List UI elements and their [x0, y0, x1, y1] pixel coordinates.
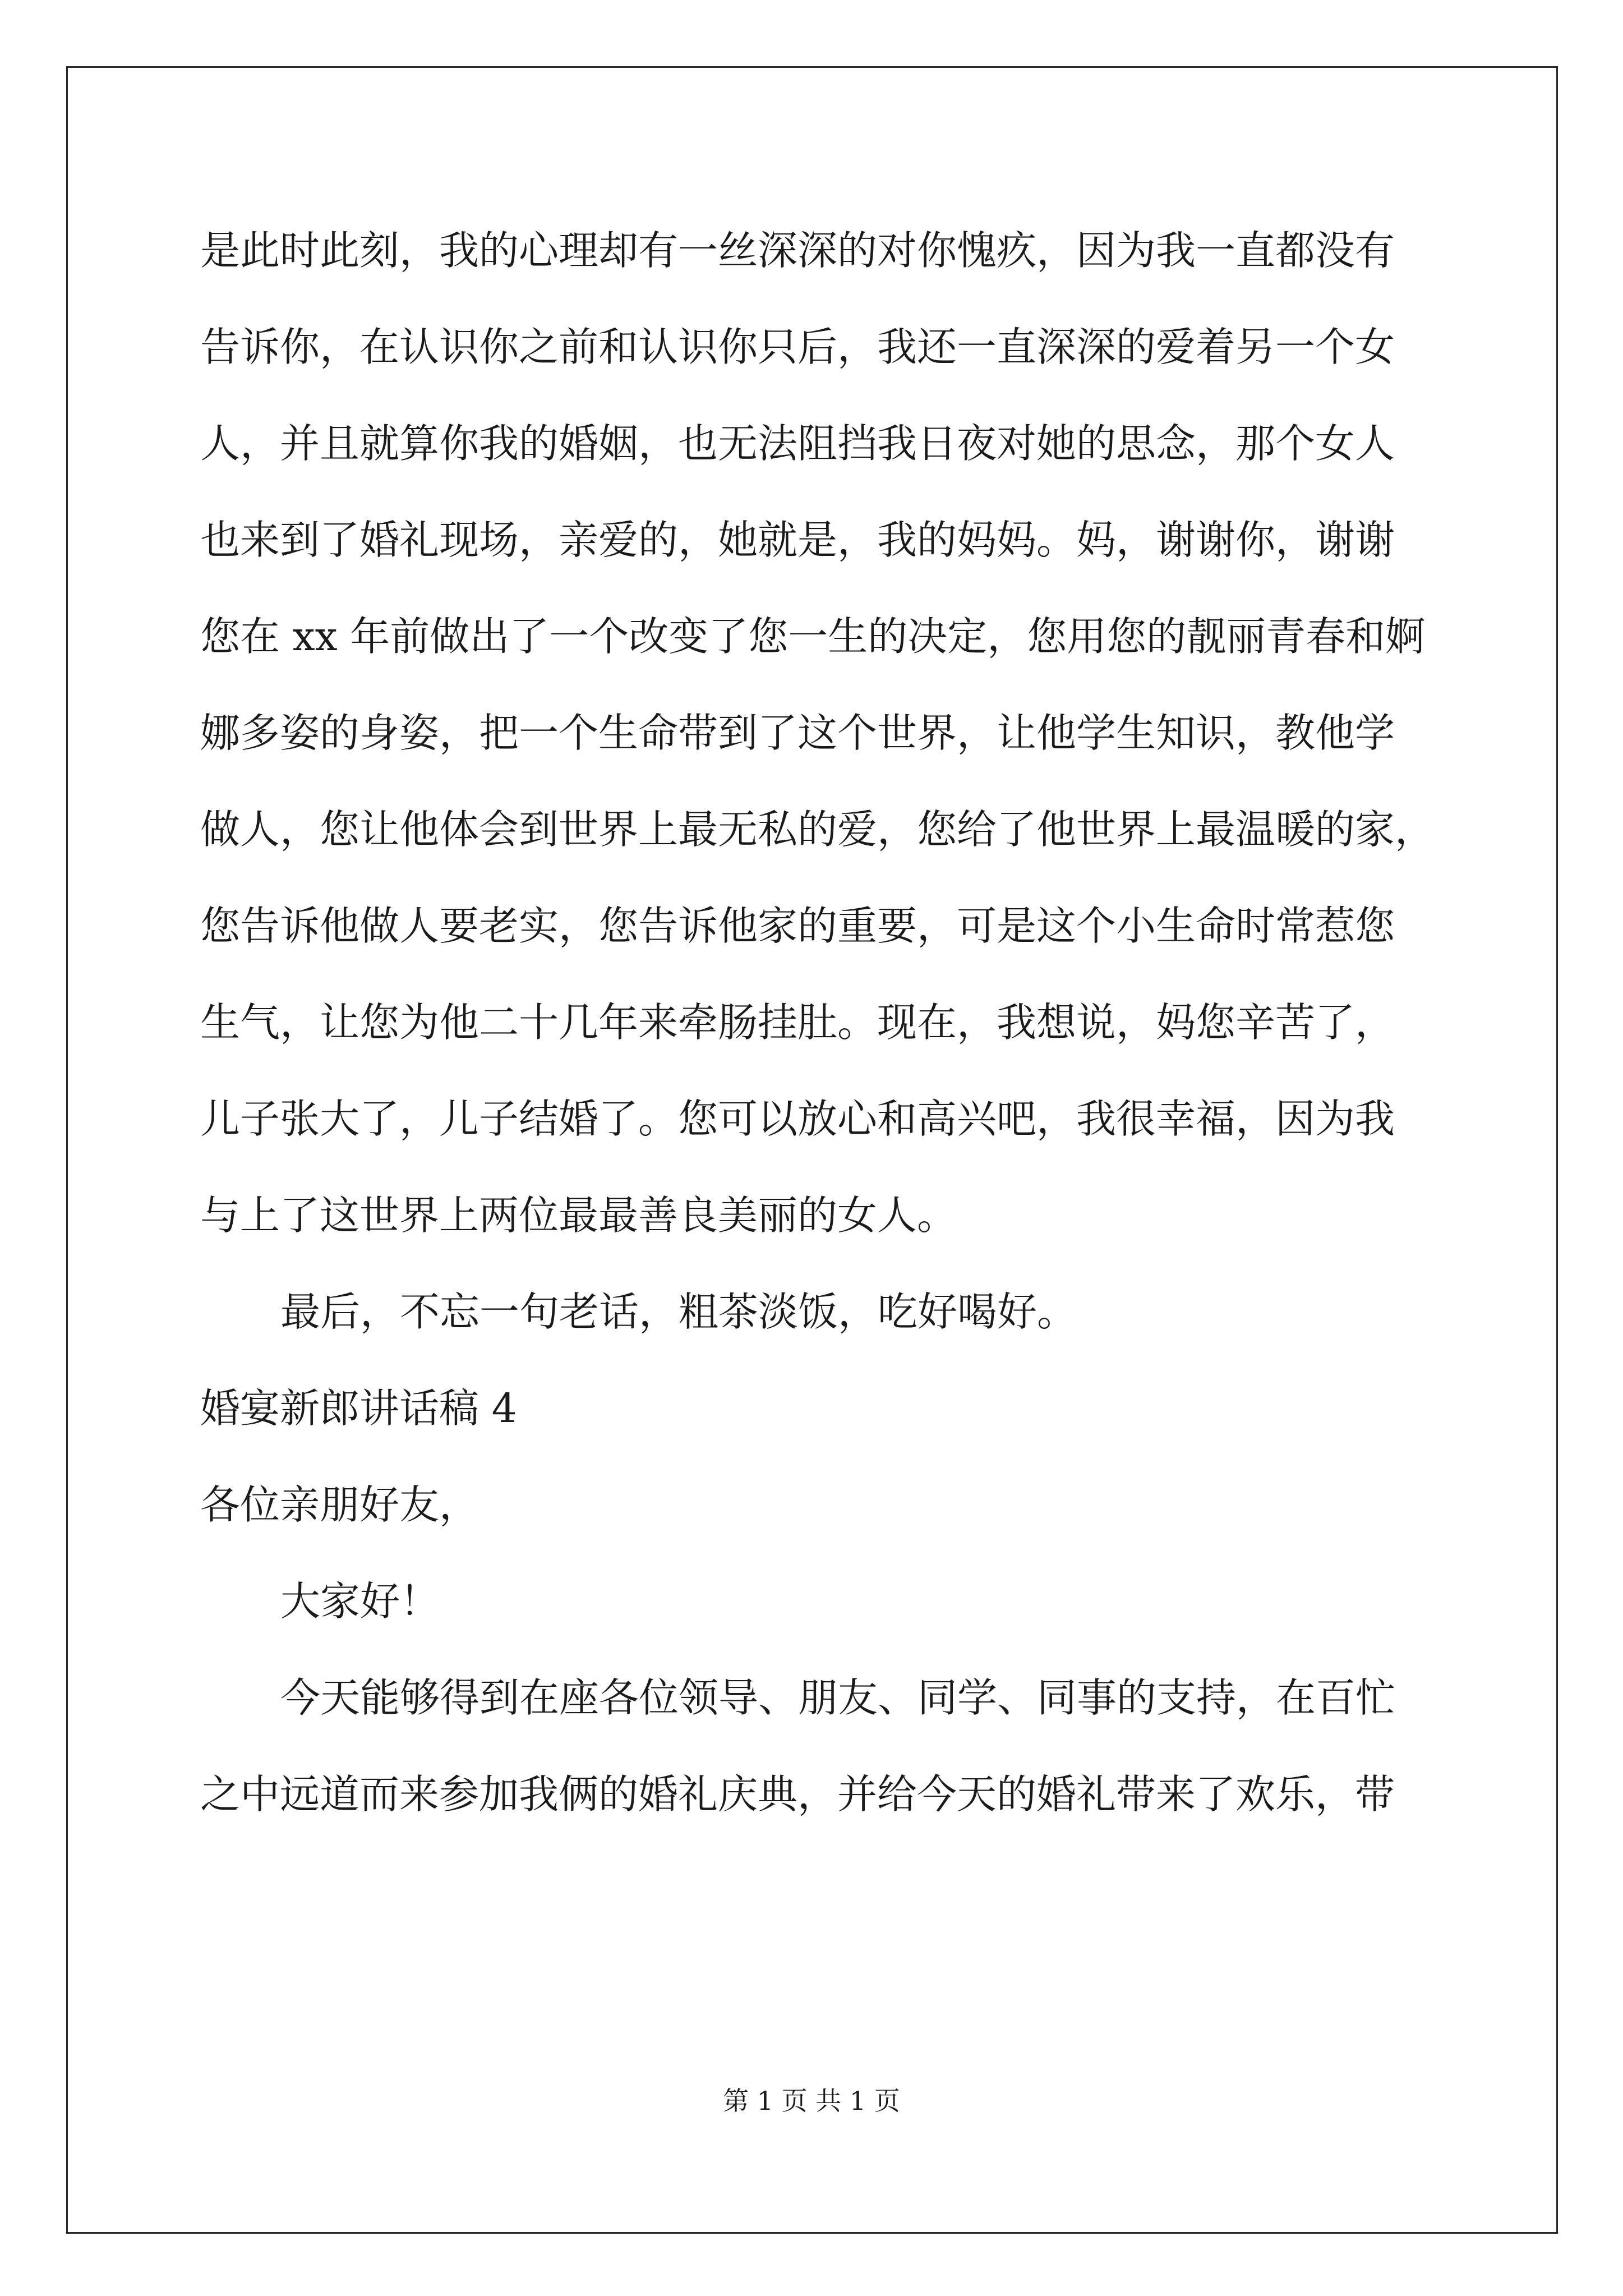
paragraph-line: 您在 xx 年前做出了一个改变了您一生的决定，您用您的靓丽青春和婀 [200, 613, 1426, 660]
paragraph-line: 告诉你，在认识你之前和认识你只后，我还一直深深的爱着另一个女 [200, 324, 1395, 370]
paragraph-line: 娜多姿的身姿，把一个生命带到了这个世界，让他学生知识，教他学 [200, 710, 1395, 756]
body-line: 今天能够得到在座各位领导、朋友、同学、同事的支持，在百忙 [280, 1674, 1396, 1721]
salutation: 各位亲朋好友， [200, 1481, 479, 1528]
paragraph-line: 人，并且就算你我的婚姻，也无法阻挡我日夜对她的思念，那个女人 [200, 420, 1395, 467]
section-title: 婚宴新郎讲话稿 4 [200, 1385, 517, 1432]
paragraph-line: 做人，您让他体会到世界上最无私的爱，您给了他世界上最温暖的家， [200, 806, 1435, 853]
body-line: 之中远道而来参加我俩的婚礼庆典，并给今天的婚礼带来了欢乐，带 [200, 1771, 1395, 1818]
paragraph-line: 儿子张大了，儿子结婚了。您可以放心和高兴吧，我很幸福，因为我 [200, 1096, 1395, 1142]
page-border [66, 66, 1558, 2234]
paragraph-line: 是此时此刻，我的心理却有一丝深深的对你愧疚，因为我一直都没有 [200, 227, 1395, 274]
closing-line: 最后，不忘一句老话，粗茶淡饭，吃好喝好。 [280, 1289, 1077, 1335]
paragraph-line: 生气，让您为他二十几年来牵肠挂肚。现在，我想说，妈您辛苦了， [200, 999, 1395, 1046]
greeting: 大家好！ [280, 1578, 440, 1625]
paragraph-line: 与上了这世界上两位最最善良美丽的女人。 [200, 1192, 957, 1239]
page-footer: 第 1 页 共 1 页 [723, 2086, 900, 2116]
paragraph-line: 也来到了婚礼现场，亲爱的，她就是，我的妈妈。妈，谢谢你，谢谢 [200, 517, 1395, 563]
paragraph-line: 您告诉他做人要老实，您告诉他家的重要，可是这个小生命时常惹您 [200, 903, 1395, 949]
